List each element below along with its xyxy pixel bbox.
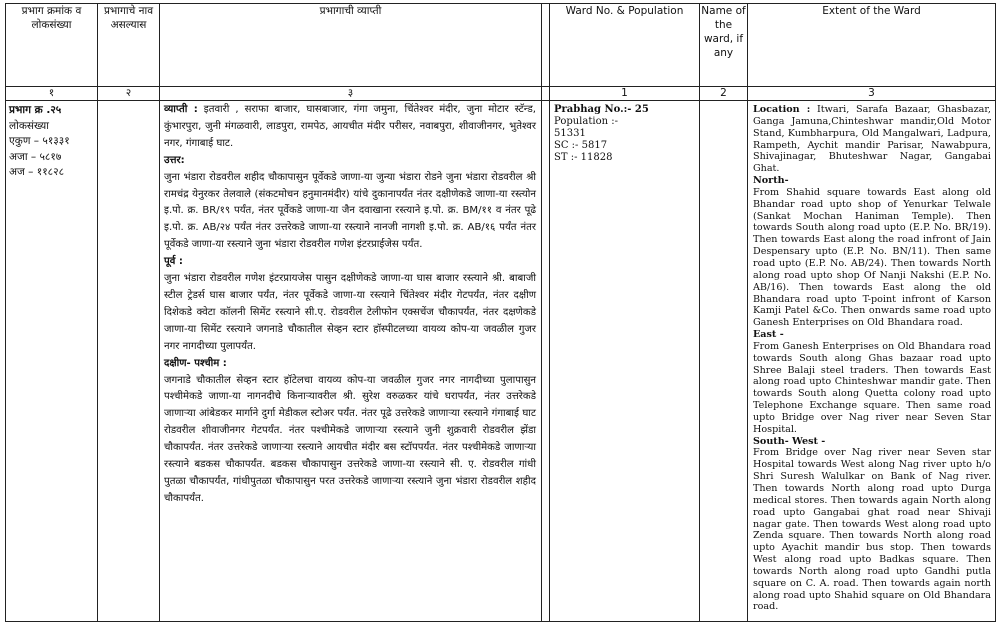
east-text-english: From Ganesh Enterprises on Old Bhandara road towards South along Ghas bazaar road upto Shree Balaji steel traders. Then towards East along road upto Chinteshwar mandir gate. Then towards South along Quetta colony road upto Telephone Exchange square. Then same road upto Bridge over Nag river near Seven Star Hospital. bbox=[753, 340, 991, 435]
north-text-marathi: जुना भंडारा रोडवरील शहीद चौकापासुन पूर्वेकडे जाणा-या जुन्या भंडारा रोडने जुना भंडारा रोडवरील श्री रामचंद्र येनुरकर तेलवाले (संकटमोचन हनुमानमंदीर) यांचे दुकानापर्यंत नंतर दक्षीणेकडे जाणा-या रस्त्योन इ.पो. क्र. BR/१९ पर्यंत, नंतर पूर्वेकडे जाणा-या जैन दवाखाना रस्त्याने इ.पो. क्र. BM/११ व नंतर पूढे इ.पो. क्र. AB/२४ पर्यंत नंतर उत्तरेकडे जाणा-या रस्त्याने नानजी नागशी इ.पो. क्र. AB/१६ पर्यंत नंतर पूर्वेकडे जाणा-या रस्त्याने जुना भंडारा रोडवरील गणेश इंटरप्राईजेस पर्यंत. bbox=[164, 171, 536, 251]
ward-extent-english bbox=[748, 101, 996, 622]
column-number: २ bbox=[98, 87, 160, 101]
population-label-english: Population :- bbox=[554, 116, 618, 127]
ward-number-english-text: Prabhag No.:- 25 bbox=[554, 104, 649, 115]
population-sc-marathi: अजा – ५८१७ bbox=[9, 150, 62, 163]
spacer-column bbox=[542, 101, 550, 622]
header-ward-name-english: Name of the ward, if any bbox=[700, 4, 748, 87]
population-st-english: ST :- 11828 bbox=[554, 152, 613, 163]
column-number-spacer bbox=[542, 87, 550, 101]
header-extent-english: Extent of the Ward bbox=[748, 4, 996, 87]
column-number: 3 bbox=[748, 87, 996, 101]
ward-info-english bbox=[550, 101, 700, 622]
population-total-english: 51331 bbox=[554, 128, 586, 139]
header-extent-marathi: प्रभागाची व्याप्ती bbox=[160, 4, 542, 87]
column-number: 2 bbox=[700, 87, 748, 101]
location-marathi bbox=[164, 102, 536, 153]
southwest-text-marathi: जगनाडे चौकातील सेव्हन स्टार हॉटेलचा वायव्य कोप-या जवळील गुजर नगर नागदीच्या पुलापासुन पश्चीमेकडे जाणा-या नागनदीचे किनाऱ्यावरील श्री. सुरेश वरुळकर यांचे घरापर्यंत, नंतर उत्तरेकडे जाणाऱ्या आंबेडकर मार्गाने दुर्गा मेडीकल स्टोअर पर्यंत. नंतर पूढे उत्तरेकडे जाणाऱ्या रस्त्याने गंगाबाई घाट रोडवरील शीवाजीनगर गेटपर्यंत. नंतर पश्चीमेकडे जाणाऱ्या रस्त्याने जुनी शुक्रवारी रोडवरील झेंडा चौकापर्यंत. नंतर उत्तरेकडे जाणाऱ्या रस्त्याने आयचीत मंदीर बस स्टॉपपर्यंत. नंतर पश्चीमेकडे जाणाऱ्या रस्त्याने बडकस चौकापर्यंत. बडकस चौकापासुन उत्तरेकडे जाणा-या रस्त्याने सी. ए. रोडवरील गांधी पुतळा चौकापर्यंत, गांधीपुतळा चौकापासुन परत उत्तरेकडे जाणाऱ्या रस्त्याने जुना भंडारा रोडवरील शहीद चौकापर्यंत. bbox=[164, 374, 536, 504]
southwest-label-english: South- West - bbox=[753, 435, 826, 447]
location-text-english: Itwari, Sarafa Bazaar, Ghasbazar, Ganga Jamuna,Chinteshwar mandir,Old Motor Stand, Kumbharpura, Old Mangalwari, Ladpura, Rampeth, Aychit mandir Parisar, Nawabpura, Shivajinagar, Bhuteshwar Nagar, Gangabai Ghat. bbox=[753, 104, 991, 175]
header-ward-number-english: Ward No. & Population bbox=[550, 4, 700, 87]
header-ward-name-marathi: प्रभागाचे नाव असल्यास bbox=[98, 4, 160, 87]
header-row bbox=[6, 4, 996, 87]
header-spacer bbox=[542, 4, 550, 87]
column-number: 1 bbox=[550, 87, 700, 101]
north-label-english: North- bbox=[753, 175, 789, 187]
header-ward-number-marathi: प्रभाग क्रमांक व लोकसंख्या bbox=[6, 4, 98, 87]
column-number-row bbox=[6, 87, 996, 101]
ward-number-english bbox=[554, 104, 695, 116]
population-sc-english: SC :- 5817 bbox=[554, 140, 608, 151]
east-label-english: East - bbox=[753, 329, 784, 341]
east-text-marathi: जुना भंडारा रोडवरील गणेश इंटरप्रायजेस पासुन दक्षीणेकडे जाणा-या घास बाजार रस्त्याने श्री. बाबाजी स्टील ट्रेडर्स घास बाजार पर्यंत, नंतर पूर्वेकडे जाणा-या रस्त्याने चिंतेश्वर मंदीर गेटपर्यंत, नंतर दक्षीण दिशेकडे क्वेटा कॉलनी सिमेंट रस्त्याने सी.ए. रोडवरील टेलीफोन एक्सचेंज चौकापर्यंत, नंतर दक्षणेकडे जाणा-या सिमेंट रस्त्याने जगनाडे चौकातील सेव्हन स्टार हॉस्पीटलच्या वायव्य कोप-या जवळील गुजर नगर नागदीच्या पुलापर्यंत. bbox=[164, 273, 537, 352]
southwest-text-english: From Bridge over Nag river near Seven star Hospital towards West along Nag river upto h/o Shri Suresh Walulkar on Bank of Nag river. Then towards North along road upto Durga medical stores. Then towards again North along road upto Gangabai ghat road near Shivaji nagar gate. Then towards West along road upto Zenda square. Then towards North along road upto Ayachit mandir bus stop. Then towards West along road upto Badkas square. Then towards North along road upto Gandhi putla square on C. A. road. Then towards again north along road upto Shahid square on Old Bhandara road. bbox=[753, 447, 991, 613]
location-label-marathi: व्याप्ती : bbox=[164, 104, 198, 115]
column-number: ३ bbox=[160, 87, 542, 101]
ward-table bbox=[5, 3, 996, 622]
north-label-marathi: उत्तर: bbox=[164, 154, 185, 166]
population-st-marathi: अज – ११८२८ bbox=[9, 166, 65, 178]
ward-name-english bbox=[700, 101, 748, 622]
location-label-english: Location : bbox=[753, 104, 811, 115]
ward-name-marathi bbox=[98, 101, 160, 622]
southwest-label-marathi: दक्षीण- पश्चीम : bbox=[164, 357, 227, 369]
ward-row bbox=[6, 101, 996, 622]
ward-info-marathi bbox=[6, 101, 98, 622]
population-label-marathi: लोकसंख्या bbox=[9, 119, 49, 132]
east-label-marathi: पूर्व : bbox=[164, 256, 183, 268]
location-text-marathi: इतवारी , सराफा बाजार, घासबाजार, गंगा जमुना, चिंतेश्वर मंदीर, जुना मोटार स्टॅन्ड, कुंभारपुरा, जुनी मंगळवारी, लाडपुरा, रामपेठ, आयचीत मंदीर परीसर, नवाबपुरा, शीवाजीनगर, भुतेश्वर नगर, गंगाबाई घाट. bbox=[164, 104, 536, 149]
location-english bbox=[753, 104, 991, 175]
ward-number-marathi: प्रभाग क्र .२५ bbox=[9, 104, 62, 116]
population-total-marathi: एकुण – ५१३३१ bbox=[9, 135, 70, 147]
column-number: १ bbox=[6, 87, 98, 101]
ward-extent-marathi bbox=[160, 101, 542, 622]
north-text-english: From Shahid square towards East along old Bhandar road upto shop of Yenurkar Telwale (Sankat Mochan Haniman Temple). Then towards South along road upto (E.P. No. BR/19). Then towards East along the road infront of Jain Despensary upto (E.P. No. BN/11). Then same road upto (E.P. No. AB/24). Then towards North along road upto shop Of Nanji Nakshi (E.P. No. AB/16). Then towards East along the old Bhandara road upto T-point infront of Karson Kamji Patel &Co. Then onwards same road upto Ganesh Enterprises on Old Bhandara road. bbox=[753, 186, 991, 329]
